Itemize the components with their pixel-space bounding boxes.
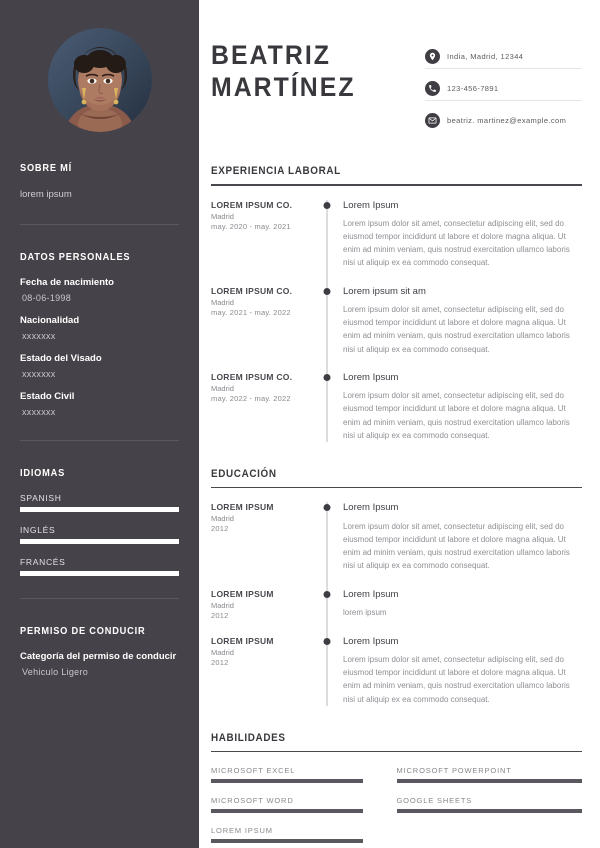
section-personal-data — [20, 225, 179, 441]
skills-heading: HABILIDADES — [211, 731, 286, 744]
entry-organization: LOREM IPSUM — [211, 635, 274, 646]
sidebar — [0, 0, 199, 848]
about-text: lorem ipsum — [20, 189, 72, 200]
section-languages — [20, 441, 179, 599]
language-level-track — [20, 571, 179, 576]
skill-level-track — [397, 809, 583, 813]
location-icon — [425, 49, 440, 64]
field-label: Nacionalidad — [20, 315, 80, 327]
experience-heading: EXPERIENCIA LABORAL — [211, 165, 341, 177]
field-license-category — [20, 651, 179, 678]
entry-description: Lorem ipsum dolor sit amet, consectetur adipiscing elit, sed do eiusmod tempor incididunt ut labore et dolore magna aliqua. Ut enim ad minim veniam, quis nostrud exercitation ullamco laboris nisi ut aliquip ex ea commodo consequat. — [343, 391, 570, 440]
entry-body — [335, 200, 582, 270]
education-entry — [211, 589, 582, 620]
skill-level-fill — [211, 809, 363, 813]
entry-body — [335, 636, 582, 706]
skill-label: MICROSOFT WORD — [211, 796, 294, 806]
entry-organization: LOREM IPSUM CO. — [211, 371, 293, 382]
timeline-dot — [324, 202, 331, 209]
entry-title: Lorem Ipsum — [343, 199, 399, 211]
section-about — [20, 132, 179, 225]
skill-level-fill — [211, 779, 363, 783]
contact-text: India, Madrid, 12344 — [447, 51, 524, 61]
entry-meta — [211, 200, 319, 270]
skill-level-track — [397, 779, 583, 783]
entry-meta — [211, 636, 319, 706]
timeline-marker — [319, 589, 335, 620]
language-level-fill — [20, 539, 179, 544]
field-value: xxxxxxx — [22, 368, 56, 379]
section-driving-license — [20, 599, 179, 678]
page-title — [207, 40, 425, 139]
field-label: Estado Civil — [20, 391, 75, 403]
entry-date: 2012 — [211, 524, 229, 534]
entry-meta — [211, 502, 319, 572]
entry-city: Madrid — [211, 514, 234, 524]
skill-label: MICROSOFT POWERPOINT — [396, 766, 512, 776]
entry-city: Madrid — [211, 647, 234, 657]
about-heading: SOBRE MÍ — [20, 162, 73, 174]
first-name: BEATRIZ — [211, 40, 331, 70]
timeline-line — [327, 502, 328, 588]
profile-photo-image — [48, 28, 152, 132]
entry-description: Lorem ipsum dolor sit amet, consectetur adipiscing elit, sed do eiusmod tempor incididunt ut labore et dolore magna aliqua. Ut enim ad minim veniam, quis nostrud exercitation ullamco laboris nisi ut aliquip ex ea commodo consequat. — [343, 521, 570, 571]
entry-body — [335, 502, 582, 572]
timeline-line — [327, 286, 328, 372]
timeline-marker — [319, 286, 335, 356]
experience-entry — [211, 372, 582, 442]
skill-item — [211, 766, 397, 783]
field-visa-status — [20, 353, 179, 380]
timeline-line — [327, 636, 328, 706]
timeline-dot — [324, 288, 331, 295]
experience-entry — [211, 286, 582, 356]
entry-description: Lorem ipsum dolor sit amet, consectetur adipiscing elit, sed do eiusmod tempor incididunt ut labore et dolore magna aliqua. Ut enim ad minim veniam, quis nostrud exercitation ullamco laboris nisi ut aliquip ex ea commodo consequat. — [343, 218, 570, 268]
contact-email[interactable] — [425, 108, 582, 132]
skill-item — [397, 796, 583, 813]
contact-text: beatriz. martinez@example.com — [447, 115, 567, 125]
skill-level-track — [211, 809, 363, 813]
timeline-dot — [324, 591, 331, 598]
timeline-line — [327, 372, 328, 442]
language-label: SPANISH — [20, 493, 62, 504]
phone-icon — [425, 81, 440, 96]
skill-level-track — [211, 779, 363, 783]
language-label: FRANCÉS — [20, 557, 66, 568]
skill-label: LOREM IPSUM — [211, 826, 273, 836]
entry-organization: LOREM IPSUM CO. — [211, 199, 293, 210]
contact-phone[interactable] — [425, 76, 582, 101]
skill-item — [397, 766, 583, 783]
language-level-fill — [20, 507, 179, 512]
section-rule — [211, 487, 582, 489]
timeline-line — [327, 200, 328, 286]
entry-title: Lorem Ipsum — [343, 588, 399, 600]
contact-address[interactable] — [425, 44, 582, 69]
entry-title: Lorem Ipsum — [343, 635, 399, 647]
entry-city: Madrid — [211, 600, 234, 610]
language-item — [20, 493, 179, 512]
field-value: xxxxxxx — [22, 331, 56, 342]
entry-date: 2012 — [211, 657, 229, 667]
entry-description: lorem ipsum — [343, 607, 387, 617]
entry-description: Lorem ipsum dolor sit amet, consectetur adipiscing elit, sed do eiusmod tempor incididunt ut labore et dolore magna aliqua. Ut enim ad minim veniam, quis nostrud exercitation ullamco laboris nisi ut aliquip ex ea commodo consequat. — [343, 654, 570, 704]
language-level-track — [20, 539, 179, 544]
field-label: Fecha de nacimiento — [20, 277, 114, 289]
entry-description: Lorem ipsum dolor sit amet, consectetur adipiscing elit, sed do eiusmod tempor incididunt ut labore et dolore magna aliqua. Ut enim ad minim veniam, quis nostrud exercitation ullamco laboris nisi ut aliquip ex ea commodo consequat. — [343, 305, 570, 354]
field-value: Vehiculo Ligero — [22, 666, 89, 677]
language-item — [20, 525, 179, 544]
entry-title: Lorem Ipsum — [343, 371, 399, 383]
driving-license-heading: PERMISO DE CONDUCIR — [20, 625, 146, 638]
main-content — [199, 0, 600, 848]
education-entry — [211, 502, 582, 572]
entry-city: Madrid — [211, 297, 234, 307]
entry-city: Madrid — [211, 211, 234, 221]
timeline-marker — [319, 200, 335, 270]
header — [207, 0, 582, 139]
field-value: xxxxxxx — [22, 406, 56, 417]
last-name: MARTÍNEZ — [211, 71, 356, 102]
entry-body — [335, 589, 582, 620]
entry-meta — [211, 372, 319, 442]
field-label: Categoría del permiso de conducir — [20, 651, 177, 663]
photo-container — [0, 0, 199, 132]
skill-item — [211, 826, 397, 843]
entry-date: may. 2021 - may. 2022 — [211, 307, 291, 317]
field-label: Estado del Visado — [20, 353, 102, 365]
entry-organization: LOREM IPSUM — [211, 502, 274, 513]
timeline-marker — [319, 502, 335, 572]
education-entry — [211, 636, 582, 706]
language-level-track — [20, 507, 179, 512]
experience-entry — [211, 200, 582, 270]
entry-meta — [211, 589, 319, 620]
skill-label: MICROSOFT EXCEL — [211, 766, 296, 776]
skill-level-fill — [211, 839, 363, 843]
email-icon — [425, 113, 440, 128]
languages-heading: IDIOMAS — [20, 467, 66, 480]
contact-list — [425, 40, 582, 139]
entry-body — [335, 286, 582, 356]
education-heading: EDUCACIÓN — [211, 467, 277, 480]
contact-text: 123-456-7891 — [447, 83, 499, 93]
language-label: INGLÉS — [20, 525, 56, 536]
personal-data-heading: DATOS PERSONALES — [20, 251, 131, 264]
section-rule — [211, 751, 582, 753]
skill-item — [211, 796, 397, 813]
timeline-marker — [319, 372, 335, 442]
section-education — [207, 468, 582, 706]
skill-level-fill — [397, 809, 583, 813]
field-birthdate — [20, 277, 179, 304]
entry-date: 2012 — [211, 610, 229, 620]
timeline-dot — [324, 504, 331, 511]
entry-title: Lorem ipsum sit am — [343, 285, 426, 297]
field-value: 08-06-1998 — [22, 293, 72, 304]
skill-level-track — [211, 839, 363, 843]
timeline-dot — [324, 374, 331, 381]
avatar — [48, 28, 152, 132]
entry-city: Madrid — [211, 383, 234, 393]
skills-grid — [211, 766, 582, 848]
skill-level-fill — [397, 779, 583, 783]
section-experience — [207, 165, 582, 442]
field-nationality — [20, 315, 179, 342]
entry-meta — [211, 286, 319, 356]
entry-organization: LOREM IPSUM CO. — [211, 285, 293, 296]
language-level-fill — [20, 571, 179, 576]
entry-title: Lorem Ipsum — [343, 502, 399, 514]
entry-organization: LOREM IPSUM — [211, 588, 274, 599]
timeline-marker — [319, 636, 335, 706]
entry-date: may. 2020 - may. 2021 — [211, 221, 291, 231]
field-marital-status — [20, 391, 179, 418]
skill-label: GOOGLE SHEETS — [396, 796, 473, 806]
entry-body — [335, 372, 582, 442]
section-rule — [211, 184, 582, 186]
entry-date: may. 2022 - may. 2022 — [211, 393, 291, 403]
language-item — [20, 557, 179, 576]
timeline-dot — [324, 638, 331, 645]
section-skills — [207, 732, 582, 848]
